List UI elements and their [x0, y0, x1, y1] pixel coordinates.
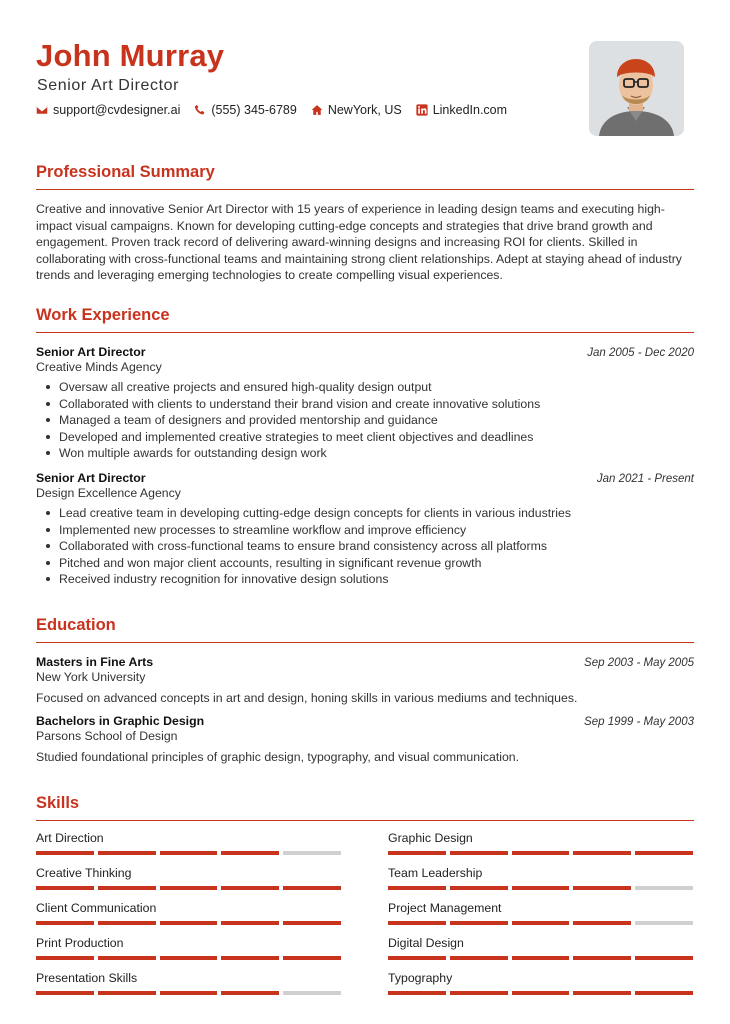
skill-segment-filled: [573, 921, 631, 925]
skill-item: [36, 936, 341, 950]
skill-segment-filled: [283, 886, 341, 890]
skill-segment-filled: [450, 956, 508, 960]
skill-name: Client Communication: [36, 901, 157, 915]
contact-linkedin[interactable]: [416, 103, 507, 117]
skill-segment-filled: [98, 851, 156, 855]
skill-segment-filled: [388, 851, 446, 855]
education-description: Focused on advanced concepts in art and design, honing skills in various mediums and techniques.: [36, 691, 578, 705]
skill-segment-filled: [388, 991, 446, 995]
list-item: Pitched and won major client accounts, resulting in significant revenue growth: [36, 555, 694, 572]
skill-item: [36, 901, 341, 915]
skill-segment-filled: [160, 956, 218, 960]
job-role: Senior Art Director: [36, 470, 146, 485]
job-company: Creative Minds Agency: [36, 360, 162, 374]
skill-segment-filled: [635, 956, 693, 960]
skill-segment-filled: [512, 991, 570, 995]
education-description: Studied foundational principles of graphic design, typography, and visual communication.: [36, 750, 520, 764]
skill-name: Digital Design: [388, 936, 464, 950]
job-bullets: [36, 379, 694, 462]
candidate-title: Senior Art Director: [37, 77, 180, 94]
skill-segment-filled: [221, 921, 279, 925]
skill-level-bar: [36, 991, 341, 995]
education-dates: Sep 2003 - May 2005: [584, 657, 694, 669]
skill-level-bar: [388, 921, 693, 925]
skill-level-bar: [388, 851, 693, 855]
skill-segment-filled: [450, 851, 508, 855]
phone-icon: [194, 104, 206, 116]
skill-segment-filled: [36, 991, 94, 995]
linkedin-icon: [416, 104, 428, 116]
skill-segment-filled: [160, 851, 218, 855]
list-item: Lead creative team in developing cutting-edge design concepts for clients in various industries: [36, 505, 694, 522]
skill-segment-filled: [573, 991, 631, 995]
skill-segment-filled: [36, 956, 94, 960]
skill-segment-filled: [635, 991, 693, 995]
contact-row: [36, 103, 507, 117]
work-heading: Work Experience: [36, 306, 694, 333]
skill-segment-empty: [283, 851, 341, 855]
list-item: Received industry recognition for innovative design solutions: [36, 571, 694, 588]
skill-segment-filled: [388, 886, 446, 890]
list-item: Implemented new processes to streamline workflow and improve efficiency: [36, 522, 694, 539]
job-dates: Jan 2005 - Dec 2020: [587, 347, 694, 359]
skill-segment-filled: [98, 886, 156, 890]
list-item: Developed and implemented creative strategies to meet client objectives and deadlines: [36, 429, 694, 446]
skill-level-bar: [388, 956, 693, 960]
skill-segment-filled: [388, 921, 446, 925]
skill-level-bar: [388, 886, 693, 890]
skill-segment-filled: [221, 956, 279, 960]
skill-segment-filled: [388, 956, 446, 960]
skill-segment-filled: [98, 991, 156, 995]
education-school: Parsons School of Design: [36, 729, 178, 743]
contact-email-text: support@cvdesigner.ai: [53, 103, 181, 117]
skill-segment-filled: [221, 851, 279, 855]
skill-name: Print Production: [36, 936, 124, 950]
summary-heading: Professional Summary: [36, 163, 694, 190]
skill-name: Project Management: [388, 901, 502, 915]
skill-segment-filled: [573, 956, 631, 960]
skill-segment-filled: [573, 886, 631, 890]
skill-segment-filled: [36, 921, 94, 925]
job-dates: Jan 2021 - Present: [596, 472, 694, 485]
candidate-name: John Murray: [36, 38, 225, 73]
skill-segment-filled: [36, 886, 94, 890]
skill-name: Typography: [388, 971, 453, 985]
skill-item: [388, 831, 693, 845]
skill-name: Presentation Skills: [36, 971, 138, 985]
work-section: [36, 306, 694, 588]
job-entry: [36, 345, 694, 462]
skill-segment-filled: [573, 851, 631, 855]
skill-segment-filled: [221, 886, 279, 890]
education-heading: Education: [36, 616, 694, 643]
contact-location-text: NewYork, US: [327, 103, 402, 117]
education-school: New York University: [36, 670, 146, 684]
education-degree: Masters in Fine Arts: [36, 655, 154, 669]
job-entry: [36, 471, 694, 588]
skill-segment-filled: [98, 921, 156, 925]
education-degree: Bachelors in Graphic Design: [36, 714, 205, 728]
skill-segment-empty: [635, 886, 693, 890]
skill-segment-filled: [283, 956, 341, 960]
skill-segment-filled: [283, 921, 341, 925]
skill-item: [388, 936, 693, 950]
skill-level-bar: [36, 921, 341, 925]
summary-section: [36, 163, 694, 284]
skill-segment-filled: [512, 886, 570, 890]
summary-text: Creative and innovative Senior Art Director with 15 years of experience in leading design teams and executing high-impact visual campaigns. Known for developing cutting-edge concepts and strategies that drive brand growth and engagement. Proven track record of delivering award-winning designs and increasing ROI for clients. Skilled in collaborating with cross-functional teams and maintaining strong client relationships. Adept at staying ahead of industry trends and leveraging emerging technologies to create compelling visual experiences.: [36, 202, 682, 283]
contact-email[interactable]: [36, 103, 180, 117]
skill-item: [388, 971, 693, 985]
skill-level-bar: [36, 851, 341, 855]
skill-item: [36, 971, 341, 985]
list-item: Collaborated with clients to understand their brand vision and create innovative solutions: [36, 396, 694, 413]
skill-segment-filled: [512, 851, 570, 855]
list-item: Won multiple awards for outstanding design work: [36, 445, 694, 462]
skill-item: [36, 831, 341, 845]
education-section: [36, 616, 694, 764]
list-item: Collaborated with cross-functional teams to ensure brand consistency across all platforms: [36, 538, 694, 555]
skill-segment-filled: [36, 851, 94, 855]
profile-photo: [589, 41, 684, 136]
education-entry: [36, 714, 694, 764]
skill-name: Art Direction: [36, 831, 104, 845]
list-item: Oversaw all creative projects and ensured high-quality design output: [36, 379, 694, 396]
skill-level-bar: [36, 956, 341, 960]
skill-segment-empty: [283, 991, 341, 995]
skill-name: Graphic Design: [388, 831, 473, 845]
contact-phone-text: (555) 345-6789: [211, 103, 297, 117]
skill-segment-filled: [98, 956, 156, 960]
skill-segment-filled: [635, 851, 693, 855]
skill-level-bar: [36, 886, 341, 890]
education-dates: Sep 1999 - May 2003: [584, 716, 694, 728]
education-entry: [36, 655, 694, 705]
skill-segment-filled: [512, 921, 570, 925]
skill-segment-filled: [450, 921, 508, 925]
skill-item: [36, 866, 341, 880]
job-bullets: [36, 505, 694, 588]
skills-heading: Skills: [36, 794, 694, 821]
job-company: Design Excellence Agency: [36, 485, 181, 500]
skill-segment-filled: [160, 921, 218, 925]
skill-segment-filled: [450, 991, 508, 995]
contact-linkedin-text: LinkedIn.com: [432, 103, 508, 117]
list-item: Managed a team of designers and provided mentorship and guidance: [36, 412, 694, 429]
envelope-icon: [36, 104, 48, 116]
contact-location: [311, 103, 402, 117]
home-icon: [311, 104, 323, 116]
skill-segment-filled: [221, 991, 279, 995]
skill-level-bar: [388, 991, 693, 995]
contact-phone[interactable]: [194, 103, 296, 117]
skill-item: [388, 901, 693, 915]
job-role: Senior Art Director: [36, 345, 146, 359]
skills-section: [36, 794, 694, 821]
skill-segment-empty: [635, 921, 693, 925]
skill-name: Creative Thinking: [36, 866, 132, 880]
skill-segment-filled: [160, 991, 218, 995]
skill-item: [388, 866, 693, 880]
skill-name: Team Leadership: [388, 866, 483, 880]
skill-segment-filled: [160, 886, 218, 890]
skill-segment-filled: [512, 956, 570, 960]
skill-segment-filled: [450, 886, 508, 890]
